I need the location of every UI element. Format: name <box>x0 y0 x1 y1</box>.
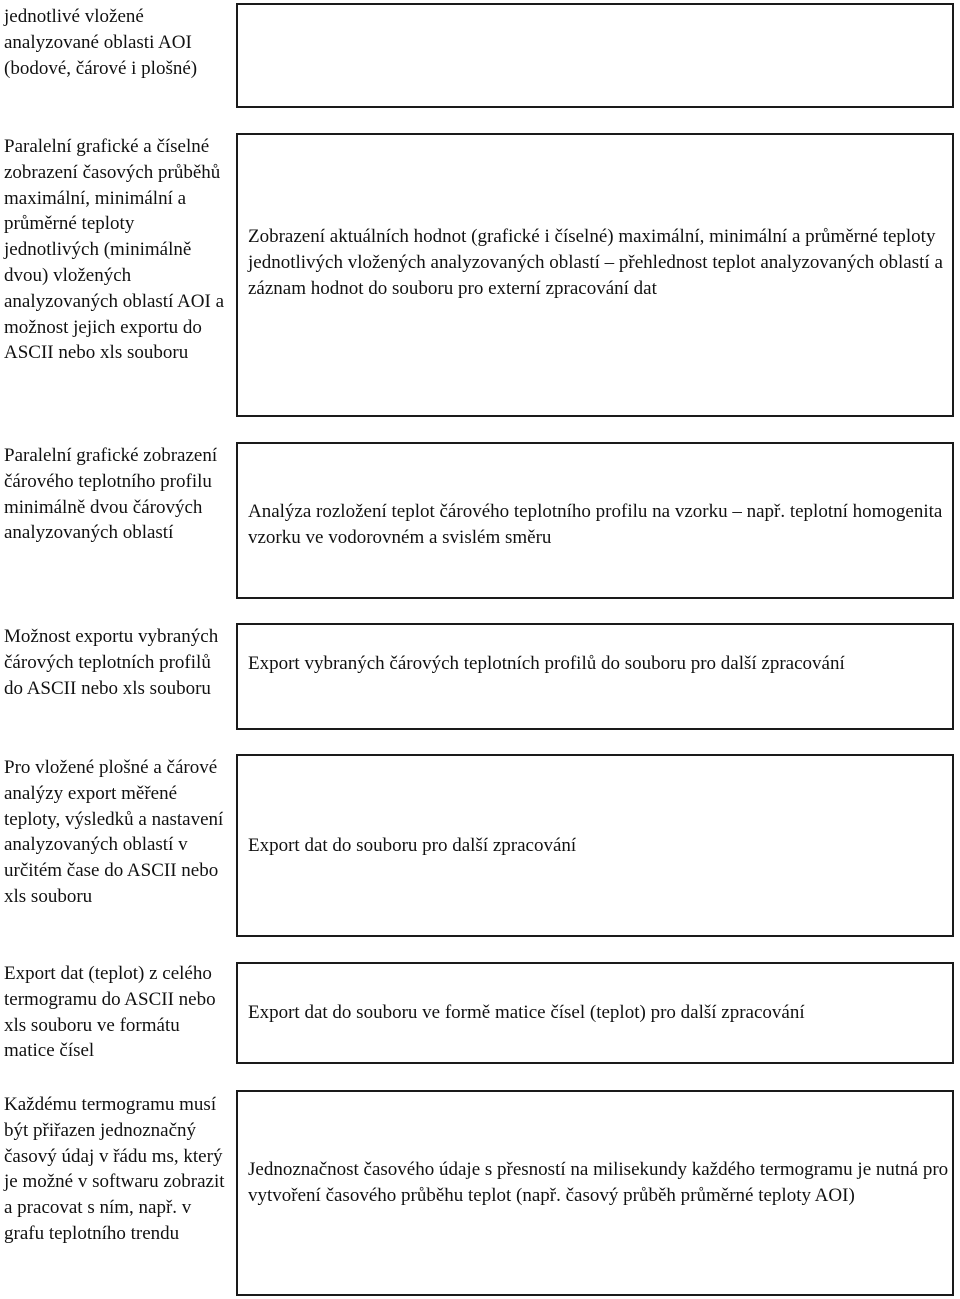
requirement-text-matrix-export: Export dat (teplot) z celého termogramu do ASCII nebo xls souboru ve formátu matice čísel <box>4 963 216 1062</box>
requirement-text-analysis-export: Pro vložené plošné a čárové analýzy export měřené teploty, výsledků a nastavení analyzovaných oblastí v určitém čase do ASCII nebo xls souboru <box>4 757 224 907</box>
description-text-matrix-export: Export dat do souboru ve formě matice čísel (teplot) pro další zpracování <box>248 1002 805 1023</box>
description-text-parallel-trends: Zobrazení aktuálních hodnot (grafické i číselné) maximální, minimální a průměrné teploty jednotlivých vložených analyzovaných oblastí – přehlednost teplot analyzovaných oblastí a záznam hodnot do souboru pro externí zpracování dat <box>248 226 943 299</box>
requirement-text-line-profile: Paralelní grafické zobrazení čárového teplotního profilu minimálně dvou čárových analyzovaných oblastí <box>4 445 218 544</box>
requirement-text-parallel-trends: Paralelní grafické a číselné zobrazení časových průběhů maximální, minimální a průměrné teploty jednotlivých (minimálně dvou) vložených analyzovaných oblastí AOI a možnost jejich exportu do ASCII nebo xls souboru <box>4 136 225 364</box>
requirement-text-profile-export: Možnost exportu vybraných čárových teplotních profilů do ASCII nebo xls souboru <box>4 626 219 699</box>
description-text-analysis-export: Export dat do souboru pro další zpracování <box>248 835 577 856</box>
description-cell-aoi-types <box>236 3 954 108</box>
requirement-text-timestamp: Každému termogramu musí být přiřazen jednoznačný časový údaj v řádu ms, který je možné v softwaru zobrazit a pracovat s ním, např. v grafu teplotního trendu <box>4 1094 225 1244</box>
description-text-profile-export: Export vybraných čárových teplotních profilů do souboru pro další zpracování <box>248 653 845 674</box>
description-text-timestamp: Jednoznačnost časového údaje s přesností na milisekundy každého termogramu je nutná pro vytvoření časového průběhu teplot (např. časový průběh průměrné teploty AOI) <box>248 1159 949 1206</box>
requirement-text-aoi-types: jednotlivé vložené analyzované oblasti AOI (bodové, čárové i plošné) <box>4 6 198 79</box>
description-text-line-profile: Analýza rozložení teplot čárového teplotního profilu na vzorku – např. teplotní homogenita vzorku ve vodorovném a svislém směru <box>248 501 943 548</box>
